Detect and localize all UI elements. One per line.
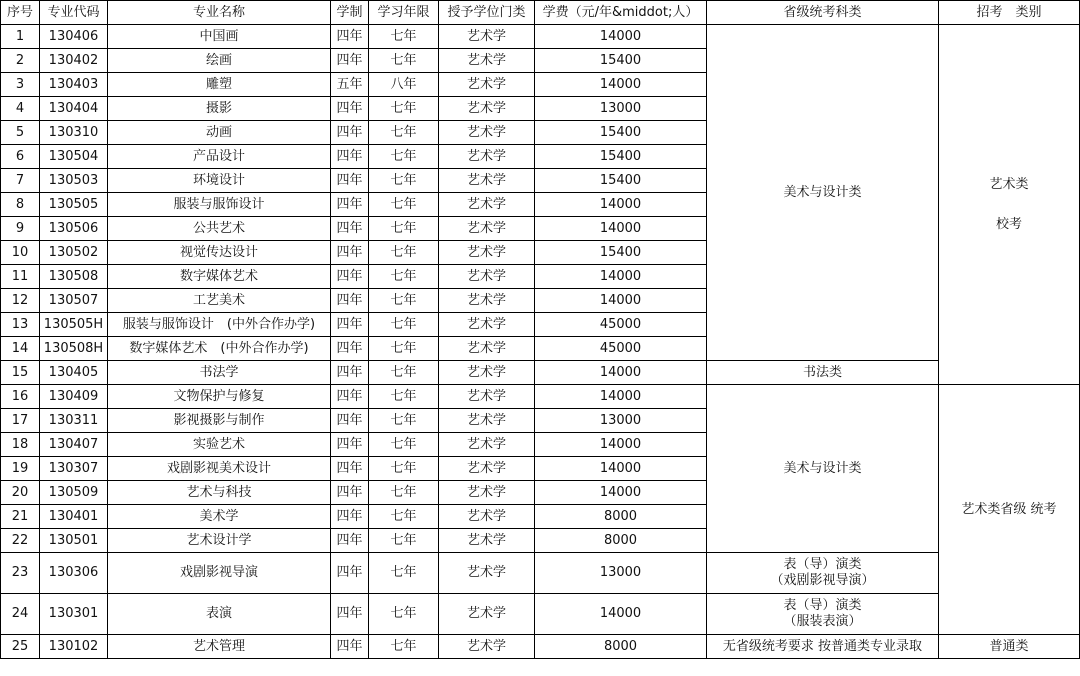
row-degree: 艺术学 bbox=[439, 25, 535, 49]
row-max-years: 七年 bbox=[369, 529, 439, 553]
row-seq: 17 bbox=[1, 409, 40, 433]
row-name: 书法学 bbox=[108, 361, 331, 385]
row-name: 雕塑 bbox=[108, 73, 331, 97]
row-seq: 24 bbox=[1, 594, 40, 635]
exam-category-performance bbox=[707, 553, 939, 594]
row-tuition: 8000 bbox=[535, 635, 707, 659]
row-max-years: 七年 bbox=[369, 635, 439, 659]
header-duration: 学制 bbox=[331, 1, 369, 25]
row-code: 130307 bbox=[40, 457, 108, 481]
header-seq: 序号 bbox=[1, 1, 40, 25]
table-row bbox=[1, 385, 1080, 409]
row-tuition: 14000 bbox=[535, 265, 707, 289]
row-seq: 14 bbox=[1, 337, 40, 361]
row-tuition: 14000 bbox=[535, 289, 707, 313]
table-row bbox=[1, 553, 1080, 594]
row-degree: 艺术学 bbox=[439, 169, 535, 193]
recruit-art-provincial: 艺术类省级 统考 bbox=[939, 385, 1080, 635]
row-code: 130404 bbox=[40, 97, 108, 121]
row-degree: 艺术学 bbox=[439, 265, 535, 289]
header-recruit-type: 招考 类别 bbox=[939, 1, 1080, 25]
row-code: 130405 bbox=[40, 361, 108, 385]
row-duration: 五年 bbox=[331, 73, 369, 97]
row-tuition: 14000 bbox=[535, 361, 707, 385]
row-code: 130409 bbox=[40, 385, 108, 409]
row-code: 130311 bbox=[40, 409, 108, 433]
header-code: 专业代码 bbox=[40, 1, 108, 25]
recruit-art-school-line1: 艺术类 bbox=[989, 176, 1029, 192]
table-row bbox=[1, 594, 1080, 635]
row-name: 工艺美术 bbox=[108, 289, 331, 313]
row-tuition: 14000 bbox=[535, 481, 707, 505]
row-duration: 四年 bbox=[331, 217, 369, 241]
row-name: 环境设计 bbox=[108, 169, 331, 193]
row-max-years: 七年 bbox=[369, 217, 439, 241]
row-max-years: 七年 bbox=[369, 361, 439, 385]
row-max-years: 七年 bbox=[369, 313, 439, 337]
row-seq: 8 bbox=[1, 193, 40, 217]
recruit-general: 普通类 bbox=[939, 635, 1080, 659]
row-max-years: 七年 bbox=[369, 121, 439, 145]
row-name: 文物保护与修复 bbox=[108, 385, 331, 409]
row-max-years: 七年 bbox=[369, 289, 439, 313]
row-code: 130503 bbox=[40, 169, 108, 193]
row-degree: 艺术学 bbox=[439, 635, 535, 659]
exam-category-calligraphy: 书法类 bbox=[707, 361, 939, 385]
row-code: 130301 bbox=[40, 594, 108, 635]
exam-category-design: 美术与设计类 bbox=[707, 385, 939, 553]
row-max-years: 七年 bbox=[369, 97, 439, 121]
row-max-years: 七年 bbox=[369, 49, 439, 73]
row-max-years: 七年 bbox=[369, 337, 439, 361]
header-exam-category: 省级统考科类 bbox=[707, 1, 939, 25]
row-name: 戏剧影视导演 bbox=[108, 553, 331, 594]
row-name: 艺术管理 bbox=[108, 635, 331, 659]
row-duration: 四年 bbox=[331, 337, 369, 361]
row-degree: 艺术学 bbox=[439, 121, 535, 145]
row-code: 130306 bbox=[40, 553, 108, 594]
row-name: 数字媒体艺术 bbox=[108, 265, 331, 289]
row-seq: 18 bbox=[1, 433, 40, 457]
row-code: 130509 bbox=[40, 481, 108, 505]
exam-category-performance bbox=[707, 594, 939, 635]
row-seq: 20 bbox=[1, 481, 40, 505]
row-name: 影视摄影与制作 bbox=[108, 409, 331, 433]
header-max-years: 学习年限 bbox=[369, 1, 439, 25]
row-tuition: 14000 bbox=[535, 25, 707, 49]
row-code: 130402 bbox=[40, 49, 108, 73]
row-tuition: 13000 bbox=[535, 409, 707, 433]
row-code: 130507 bbox=[40, 289, 108, 313]
row-tuition: 45000 bbox=[535, 313, 707, 337]
row-code: 130401 bbox=[40, 505, 108, 529]
row-tuition: 15400 bbox=[535, 145, 707, 169]
row-name: 艺术与科技 bbox=[108, 481, 331, 505]
row-degree: 艺术学 bbox=[439, 97, 535, 121]
row-name: 中国画 bbox=[108, 25, 331, 49]
row-code: 130310 bbox=[40, 121, 108, 145]
row-code: 130102 bbox=[40, 635, 108, 659]
row-duration: 四年 bbox=[331, 385, 369, 409]
row-seq: 19 bbox=[1, 457, 40, 481]
row-duration: 四年 bbox=[331, 361, 369, 385]
row-max-years: 七年 bbox=[369, 145, 439, 169]
row-degree: 艺术学 bbox=[439, 457, 535, 481]
row-degree: 艺术学 bbox=[439, 433, 535, 457]
row-max-years: 七年 bbox=[369, 193, 439, 217]
table-row bbox=[1, 361, 1080, 385]
row-tuition: 15400 bbox=[535, 49, 707, 73]
row-duration: 四年 bbox=[331, 594, 369, 635]
row-max-years: 七年 bbox=[369, 481, 439, 505]
row-name: 服装与服饰设计 (中外合作办学) bbox=[108, 313, 331, 337]
row-seq: 25 bbox=[1, 635, 40, 659]
row-degree: 艺术学 bbox=[439, 553, 535, 594]
row-tuition: 15400 bbox=[535, 121, 707, 145]
row-code: 130504 bbox=[40, 145, 108, 169]
row-name: 摄影 bbox=[108, 97, 331, 121]
table-row bbox=[1, 25, 1080, 49]
exam-category-performance-line2: （戏剧影视导演） bbox=[770, 573, 875, 588]
row-degree: 艺术学 bbox=[439, 313, 535, 337]
row-duration: 四年 bbox=[331, 193, 369, 217]
row-name: 美术学 bbox=[108, 505, 331, 529]
row-seq: 6 bbox=[1, 145, 40, 169]
row-tuition: 15400 bbox=[535, 169, 707, 193]
row-seq: 22 bbox=[1, 529, 40, 553]
row-duration: 四年 bbox=[331, 457, 369, 481]
header-name: 专业名称 bbox=[108, 1, 331, 25]
row-max-years: 七年 bbox=[369, 457, 439, 481]
row-seq: 7 bbox=[1, 169, 40, 193]
row-tuition: 15400 bbox=[535, 241, 707, 265]
row-degree: 艺术学 bbox=[439, 385, 535, 409]
row-code: 130501 bbox=[40, 529, 108, 553]
row-tuition: 13000 bbox=[535, 97, 707, 121]
row-duration: 四年 bbox=[331, 169, 369, 193]
header-tuition: 学费（元/年&middot;人） bbox=[535, 1, 707, 25]
row-code: 130406 bbox=[40, 25, 108, 49]
recruit-art-school-line2: 校考 bbox=[995, 216, 1022, 232]
row-degree: 艺术学 bbox=[439, 361, 535, 385]
row-max-years: 七年 bbox=[369, 265, 439, 289]
row-name: 戏剧影视美术设计 bbox=[108, 457, 331, 481]
row-max-years: 七年 bbox=[369, 553, 439, 594]
recruit-art-school bbox=[939, 25, 1080, 385]
row-tuition: 14000 bbox=[535, 594, 707, 635]
row-degree: 艺术学 bbox=[439, 594, 535, 635]
row-max-years: 八年 bbox=[369, 73, 439, 97]
row-tuition: 14000 bbox=[535, 385, 707, 409]
row-name: 产品设计 bbox=[108, 145, 331, 169]
row-tuition: 8000 bbox=[535, 505, 707, 529]
row-degree: 艺术学 bbox=[439, 73, 535, 97]
header-row bbox=[1, 1, 1080, 25]
row-seq: 16 bbox=[1, 385, 40, 409]
row-name: 动画 bbox=[108, 121, 331, 145]
row-code: 130508 bbox=[40, 265, 108, 289]
row-degree: 艺术学 bbox=[439, 217, 535, 241]
exam-category-performance-line2: （服装表演） bbox=[783, 614, 862, 629]
row-degree: 艺术学 bbox=[439, 49, 535, 73]
row-name: 数字媒体艺术 (中外合作办学) bbox=[108, 337, 331, 361]
row-duration: 四年 bbox=[331, 145, 369, 169]
row-seq: 10 bbox=[1, 241, 40, 265]
row-name: 实验艺术 bbox=[108, 433, 331, 457]
row-tuition: 14000 bbox=[535, 193, 707, 217]
row-seq: 1 bbox=[1, 25, 40, 49]
row-code: 130407 bbox=[40, 433, 108, 457]
row-degree: 艺术学 bbox=[439, 193, 535, 217]
row-seq: 5 bbox=[1, 121, 40, 145]
row-seq: 9 bbox=[1, 217, 40, 241]
row-seq: 2 bbox=[1, 49, 40, 73]
row-tuition: 13000 bbox=[535, 553, 707, 594]
row-code: 130505 bbox=[40, 193, 108, 217]
row-seq: 21 bbox=[1, 505, 40, 529]
row-duration: 四年 bbox=[331, 635, 369, 659]
row-tuition: 14000 bbox=[535, 73, 707, 97]
row-max-years: 七年 bbox=[369, 385, 439, 409]
row-duration: 四年 bbox=[331, 553, 369, 594]
row-duration: 四年 bbox=[331, 529, 369, 553]
row-max-years: 七年 bbox=[369, 433, 439, 457]
row-degree: 艺术学 bbox=[439, 409, 535, 433]
row-degree: 艺术学 bbox=[439, 145, 535, 169]
row-seq: 3 bbox=[1, 73, 40, 97]
row-degree: 艺术学 bbox=[439, 529, 535, 553]
row-degree: 艺术学 bbox=[439, 289, 535, 313]
row-degree: 艺术学 bbox=[439, 481, 535, 505]
row-duration: 四年 bbox=[331, 481, 369, 505]
row-code: 130403 bbox=[40, 73, 108, 97]
row-max-years: 七年 bbox=[369, 594, 439, 635]
row-seq: 13 bbox=[1, 313, 40, 337]
row-duration: 四年 bbox=[331, 313, 369, 337]
row-degree: 艺术学 bbox=[439, 505, 535, 529]
row-name: 艺术设计学 bbox=[108, 529, 331, 553]
row-code: 130508H bbox=[40, 337, 108, 361]
row-seq: 15 bbox=[1, 361, 40, 385]
row-duration: 四年 bbox=[331, 25, 369, 49]
row-max-years: 七年 bbox=[369, 409, 439, 433]
row-seq: 23 bbox=[1, 553, 40, 594]
row-max-years: 七年 bbox=[369, 241, 439, 265]
row-name: 绘画 bbox=[108, 49, 331, 73]
row-duration: 四年 bbox=[331, 97, 369, 121]
row-name: 服装与服饰设计 bbox=[108, 193, 331, 217]
row-duration: 四年 bbox=[331, 121, 369, 145]
row-max-years: 七年 bbox=[369, 169, 439, 193]
table-row bbox=[1, 635, 1080, 659]
row-duration: 四年 bbox=[331, 433, 369, 457]
header-degree: 授予学位门类 bbox=[439, 1, 535, 25]
exam-category-performance-line1: 表（导）演类 bbox=[783, 557, 862, 572]
row-degree: 艺术学 bbox=[439, 241, 535, 265]
row-code: 130505H bbox=[40, 313, 108, 337]
row-max-years: 七年 bbox=[369, 505, 439, 529]
row-seq: 12 bbox=[1, 289, 40, 313]
row-seq: 11 bbox=[1, 265, 40, 289]
row-tuition: 14000 bbox=[535, 433, 707, 457]
row-tuition: 14000 bbox=[535, 457, 707, 481]
row-name: 视觉传达设计 bbox=[108, 241, 331, 265]
row-tuition: 14000 bbox=[535, 217, 707, 241]
row-code: 130506 bbox=[40, 217, 108, 241]
row-duration: 四年 bbox=[331, 409, 369, 433]
exam-category-performance-line1: 表（导）演类 bbox=[783, 598, 862, 613]
row-duration: 四年 bbox=[331, 505, 369, 529]
row-name: 公共艺术 bbox=[108, 217, 331, 241]
row-tuition: 45000 bbox=[535, 337, 707, 361]
row-tuition: 8000 bbox=[535, 529, 707, 553]
row-duration: 四年 bbox=[331, 289, 369, 313]
exam-category-design: 美术与设计类 bbox=[707, 25, 939, 361]
row-name: 表演 bbox=[108, 594, 331, 635]
row-max-years: 七年 bbox=[369, 25, 439, 49]
row-code: 130502 bbox=[40, 241, 108, 265]
row-degree: 艺术学 bbox=[439, 337, 535, 361]
row-duration: 四年 bbox=[331, 241, 369, 265]
row-duration: 四年 bbox=[331, 265, 369, 289]
row-duration: 四年 bbox=[331, 49, 369, 73]
row-seq: 4 bbox=[1, 97, 40, 121]
exam-category-general: 无省级统考要求 按普通类专业录取 bbox=[707, 635, 939, 659]
